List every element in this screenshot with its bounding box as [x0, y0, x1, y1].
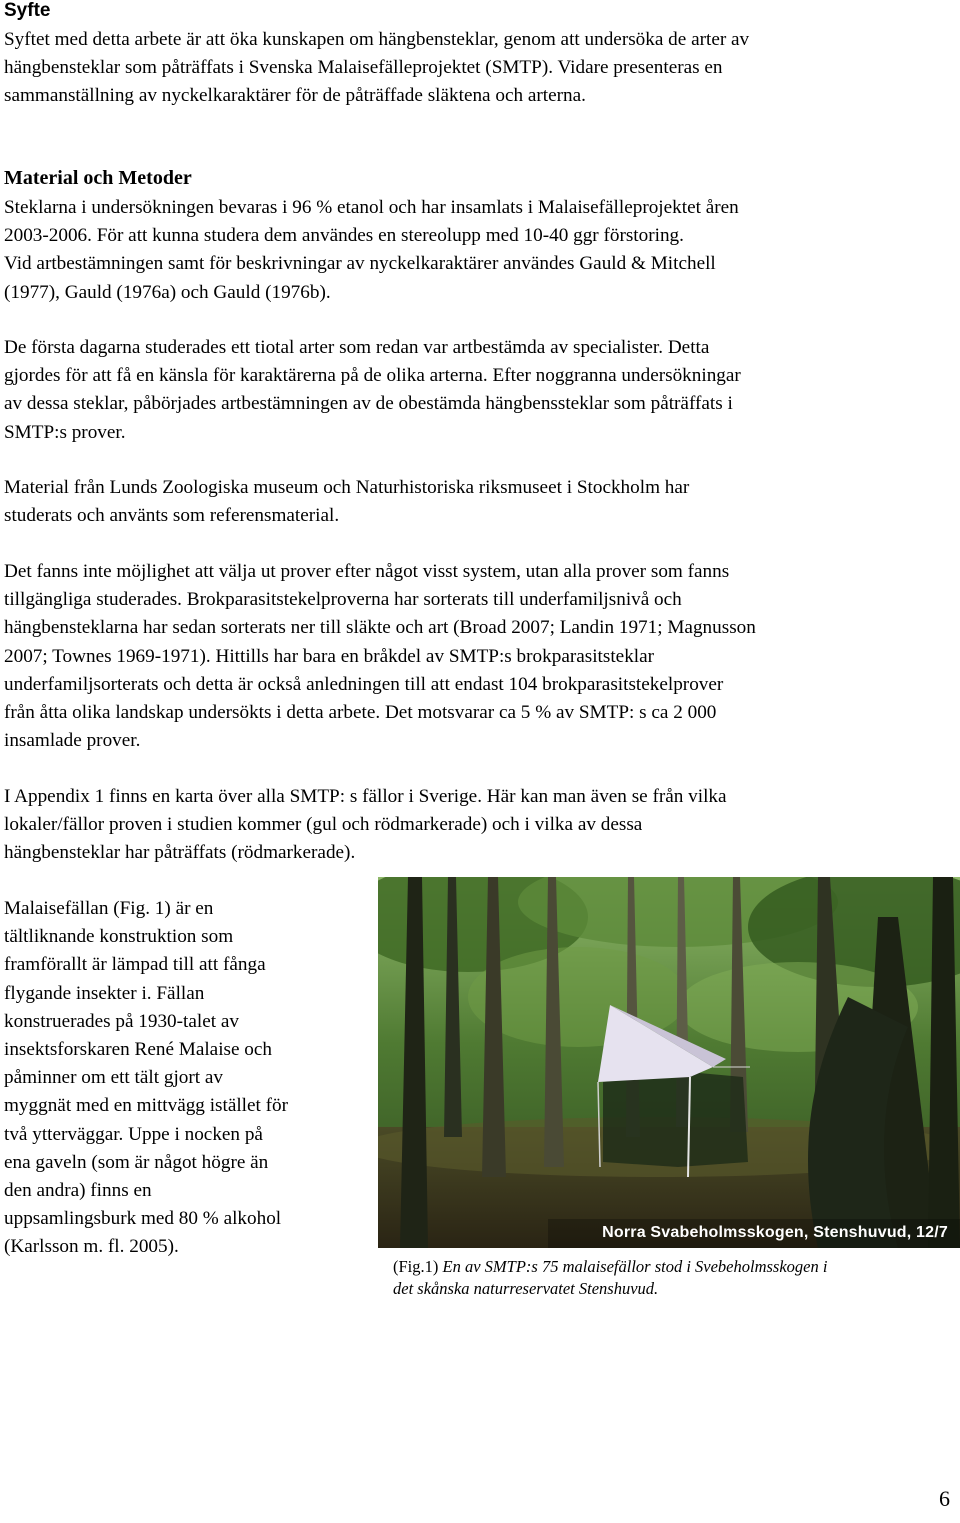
text-line: (Karlsson m. fl. 2005). — [4, 1236, 179, 1258]
text-line: ena gaveln (som är något högre än — [4, 1151, 269, 1173]
text-line: I Appendix 1 finns en karta över alla SMTP: s fällor i Sverige. Här kan man även se från vilka — [4, 786, 727, 807]
page-number: 6 — [939, 1486, 950, 1511]
figure-caption — [393, 1256, 953, 1300]
forest-scene-illustration — [378, 877, 960, 1248]
caption-text: En av SMTP:s 75 malaisefällor stod i Svebeholmsskogen i — [442, 1257, 828, 1276]
text-line: hängbensteklar som påträffats i Svenska Malaisefälleprojektet (SMTP). Vidare presenteras en — [4, 57, 723, 79]
text-line: påminner om ett tält gjort av — [4, 1067, 223, 1089]
text-line: myggnät med en mittvägg istället för — [4, 1095, 289, 1117]
text-line: från åtta olika landskap undersökts i detta arbete. Det motsvarar ca 5 % av SMTP: s ca 2 000 — [4, 702, 717, 724]
text-line: sammanställning av nyckelkaraktärer för de påträffade släktena och arterna. — [4, 85, 586, 107]
text-line: underfamiljsorterats och detta är också anledningen till att endast 104 brokparasitstekelprover — [4, 673, 724, 695]
figure-label: (Fig.1) — [393, 1257, 439, 1276]
text-line: hängbensteklar har påträffats (rödmarkerade). — [4, 842, 356, 864]
text-line: lokaler/fällor proven i studien kommer (gul och rödmarkerade) och i vilka av dessa — [4, 814, 643, 836]
text-line: hängbensteklarna har sedan sorterats ner till släkte och art (Broad 2007; Landin 1971; Magnusson — [4, 617, 756, 639]
text-line: tillgängliga studerades. Brokparasitstekelproverna har sorterats till underfamiljsnivå och — [4, 589, 682, 611]
text-line: Syftet med detta arbete är att öka kunskapen om hängbensteklar, genom att undersöka de arter av — [4, 29, 750, 50]
text-line: Det fanns inte möjlighet att välja ut prover efter något visst system, utan alla prover som fanns — [4, 561, 730, 582]
text-line: framförallt är lämpad till att fånga — [4, 954, 266, 976]
text-line: konstruerades på 1930-talet av — [4, 1010, 239, 1032]
text-line: Steklarna i undersökningen bevaras i 96 % etanol och har insamlats i Malaisefälleprojektet åren — [4, 197, 739, 218]
section-heading-material-och-metoder: Material och Metoder — [4, 167, 192, 189]
section-heading-syfte: Syfte — [4, 0, 51, 21]
text-line: av dessa steklar, påbörjades artbestämningen av de obestämda hängbenssteklar som påträffats i — [4, 393, 733, 415]
text-line: Material från Lunds Zoologiska museum och Naturhistoriska riksmuseet i Stockholm har — [4, 477, 690, 498]
text-line: den andra) finns en — [4, 1180, 152, 1202]
metoder-paragraph-3 — [4, 474, 949, 530]
text-line: 2003-2006. För att kunna studera dem användes en stereolupp med 10-40 ggr förstoring. — [4, 225, 684, 247]
malaise-trap-forest-photo — [378, 877, 960, 1248]
text-line: tältliknande konstruktion som — [4, 926, 234, 948]
metoder-paragraph-2 — [4, 334, 949, 447]
malaisefalla-description — [4, 895, 364, 1262]
text-line: (1977), Gauld (1976a) och Gauld (1976b). — [4, 281, 331, 303]
text-line: insektsforskaren René Malaise och — [4, 1039, 273, 1061]
text-line: Vid artbestämningen samt för beskrivningar av nyckelkaraktärer användes Gauld & Mitchell — [4, 253, 716, 275]
text-line: SMTP:s prover. — [4, 421, 126, 443]
text-line: De första dagarna studerades ett tiotal arter som redan var artbestämda av specialister. Detta — [4, 337, 710, 358]
text-line: 2007; Townes 1969-1971). Hittills har bara en bråkdel av SMTP:s brokparasitsteklar — [4, 645, 655, 667]
syfte-paragraph — [4, 26, 949, 111]
text-line: Malaisefällan (Fig. 1) är en — [4, 898, 214, 919]
text-line: två ytterväggar. Uppe i nocken på — [4, 1123, 263, 1145]
text-line: flygande insekter i. Fällan — [4, 982, 205, 1004]
photo-location-label: Norra Svabeholmsskogen, Stenshuvud, 12/7 — [602, 1224, 948, 1241]
metoder-paragraph-1 — [4, 194, 949, 307]
text-line: insamlade prover. — [4, 730, 141, 752]
text-line: uppsamlingsburk med 80 % alkohol — [4, 1208, 282, 1230]
text-line: gjordes för att få en känsla för karaktärerna på de olika arterna. Efter noggranna undersökningar — [4, 365, 741, 387]
metoder-paragraph-4 — [4, 558, 949, 755]
metoder-paragraph-5 — [4, 783, 949, 868]
caption-line-2: det skånska naturreservatet Stenshuvud. — [393, 1279, 659, 1298]
text-line: studerats och använts som referensmaterial. — [4, 505, 340, 527]
caption-line-1 — [393, 1256, 953, 1278]
